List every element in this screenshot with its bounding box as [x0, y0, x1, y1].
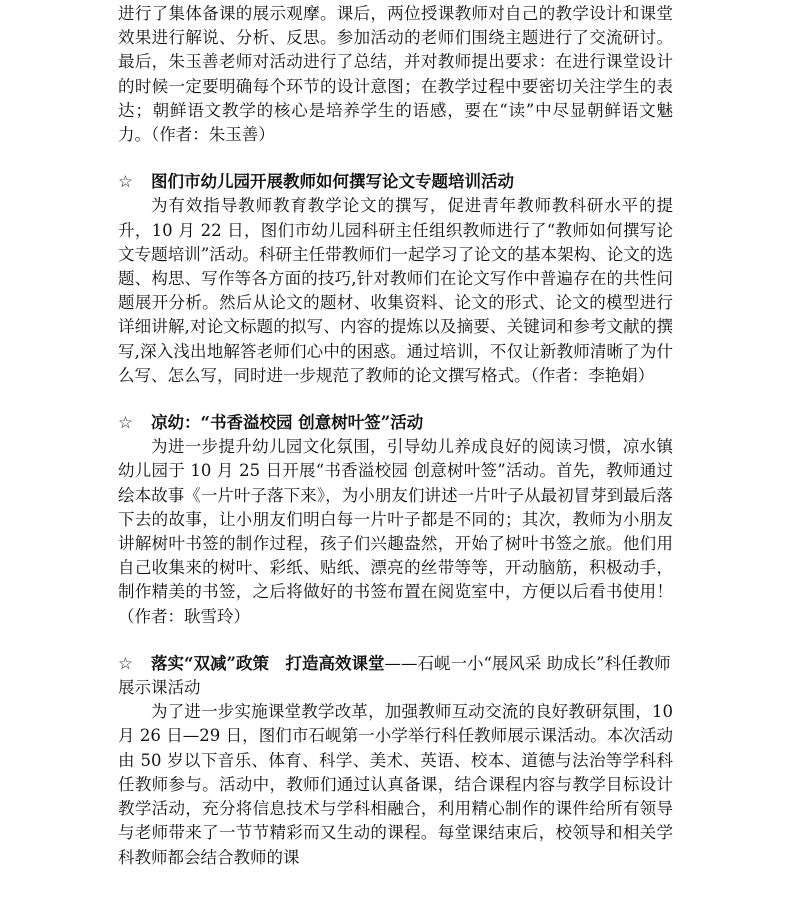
article-heading: [118, 652, 673, 700]
article-title: 凉幼：“书香溢校园 创意树叶签”活动: [151, 413, 424, 433]
article-subtitle: ——石岘一小“展风采 助成长”科任教师展示课活动: [118, 653, 671, 698]
article-bookmark-activity: [118, 411, 673, 629]
article-heading: [118, 170, 673, 194]
star-icon: ☆: [118, 653, 133, 673]
article-title: 落实“双减”政策 打造高效课堂: [151, 653, 385, 673]
section-gap: [118, 629, 673, 652]
star-icon: ☆: [118, 413, 133, 433]
article-heading: [118, 411, 673, 435]
article-body: 为了进一步实施课堂教学改革，加强教师互动交流的良好教研氛围，10 月 26 日—29 日，图们市石岘第一小学举行科任教师展示课活动。本次活动由 50 岁以下音乐、体育、科学、美术、英语、校本、道德与法治等学科科任教师参与。活动中，教师们通过认真备课，结合课程内容与教学目标设计教学活动，充分将信息技术与学科相融合，利用精心制作的课件给所有领导与老师带来了一节节精彩而又生动的课程。每堂课结束后，校领导和相关学科教师都会结合教师的课: [118, 702, 673, 867]
article-title: 图们市幼儿园开展教师如何撰写论文专题培训活动: [151, 172, 514, 192]
article-kindergarten-paper-training: [118, 170, 673, 388]
section-gap: [118, 147, 673, 170]
intro-paragraph: 进行了集体备课的展示观摩。课后，两位授课教师对自己的教学设计和课堂效果进行解说、分析、反思。参加活动的老师们围绕主题进行了交流研讨。最后，朱玉善老师对活动进行了总结，并对教师提出要求：在进行课堂设计的时候一定要明确每个环节的设计意图；在教学过程中要密切关注学生的表达；朝鲜语文教学的核心是培养学生的语感，要在“读”中尽显朝鲜语文魅力。（作者：朱玉善）: [118, 4, 673, 145]
section-gap: [118, 388, 673, 411]
star-icon: ☆: [118, 172, 133, 192]
article-body: 为进一步提升幼儿园文化氛围，引导幼儿养成良好的阅读习惯，凉水镇幼儿园于 10 月 25 日开展“书香溢校园 创意树叶签”活动。首先，教师通过绘本故事《一片叶子落下来》，为小朋友们讲述一片叶子从最初冒芽到最后落下去的故事，让小朋友们明白每一片叶子都是不同的；其次，教师为小朋友讲解树叶书签的制作过程，孩子们兴趣盎然，开始了树叶书签之旅。他们用自己收集来的树叶、彩纸、贴纸、漂亮的丝带等等，开动脑筋，积极动手，制作精美的书签，之后将做好的书签布置在阅览室中，方便以后看书使用！（作者：耿雪玲）: [118, 437, 673, 626]
article-double-reduction: [118, 652, 673, 870]
article-body: 为有效指导教师教育教学论文的撰写，促进青年教师教科研水平的提升，10 月 22 日，图们市幼儿园科研主任组织教师进行了“教师如何撰写论文专题培训”活动。科研主任带教师们一起学习了论文的基本架构、论文的选题、构思、写作等各方面的技巧,针对教师们在论文写作中普遍存在的共性问题展开分析。然后从论文的题材、收集资料、论文的形式、论文的模型进行详细讲解,对论文标题的拟写、内容的提炼以及摘要、关键词和参考文献的撰写,深入浅出地解答老师们心中的困惑。通过培训，不仅让新教师清晰了为什么写、怎么写，同时进一步规范了教师的论文撰写格式。（作者：李艳娟）: [118, 196, 673, 385]
document-page: [118, 2, 673, 870]
